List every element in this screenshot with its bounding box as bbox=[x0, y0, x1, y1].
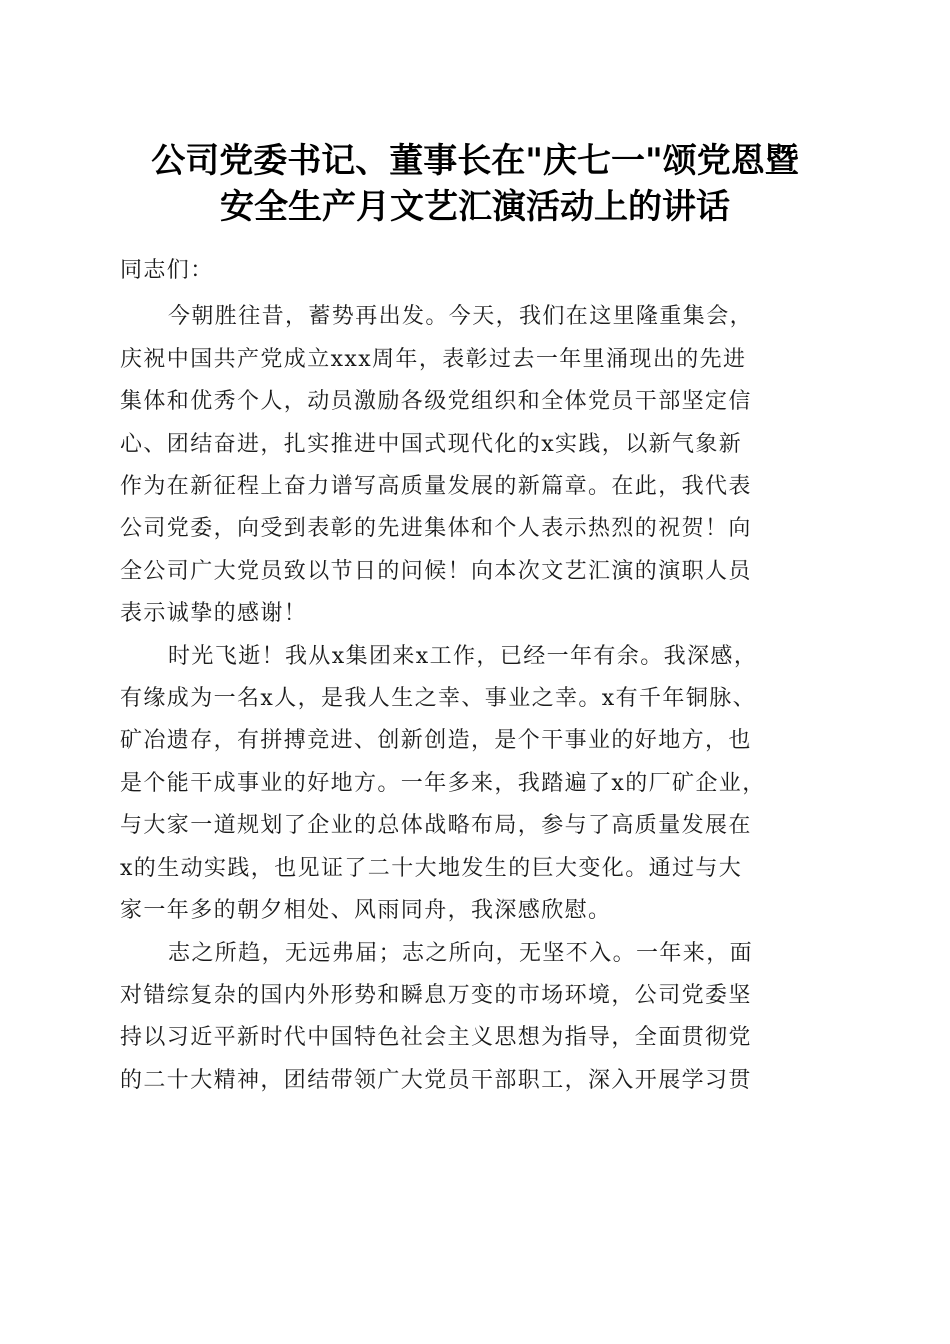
title-line-1: 公司党委书记、董事长在"庆七一"颂党恩暨 bbox=[151, 141, 799, 181]
paragraph-line: 家一年多的朝夕相处、风雨同舟，我深感欣慰。 bbox=[120, 898, 612, 924]
paragraph-line: 今朝胜往昔，蓄势再出发。今天，我们在这里隆重集会， bbox=[168, 304, 754, 330]
paragraph-line: 集体和优秀个人，动员激励各级党组织和全体党员干部坚定信 bbox=[120, 389, 752, 415]
paragraph-line: 心、团结奋进，扎实推进中国式现代化的x实践，以新气象新 bbox=[120, 431, 743, 457]
paragraph-2 bbox=[120, 636, 830, 933]
paragraph-1 bbox=[120, 296, 830, 635]
paragraph-line: 庆祝中国共产党成立xxx周年，表彰过去一年里涌现出的先进 bbox=[120, 346, 747, 372]
paragraph-line: 对错综复杂的国内外形势和瞬息万变的市场环境，公司党委坚 bbox=[120, 982, 752, 1008]
paragraph-line: 矿冶遗存，有拼搏竞进、创新创造，是个干事业的好地方，也 bbox=[120, 728, 752, 754]
document-body bbox=[120, 250, 830, 1102]
document-title bbox=[100, 138, 850, 230]
paragraph-line: 与大家一道规划了企业的总体战略布局，参与了高质量发展在 bbox=[120, 813, 752, 839]
paragraph-3 bbox=[120, 933, 830, 1103]
paragraph-line: 公司党委，向受到表彰的先进集体和个人表示热烈的祝贺！向 bbox=[120, 516, 752, 542]
paragraph-line: x的生动实践，也见证了二十大地发生的巨大变化。通过与大 bbox=[120, 855, 743, 881]
salutation: 同志们： bbox=[120, 258, 214, 283]
paragraph-line: 持以习近平新时代中国特色社会主义思想为指导，全面贯彻党 bbox=[120, 1025, 752, 1051]
paragraph-line: 表示诚挚的感谢！ bbox=[120, 601, 308, 627]
paragraph-line: 作为在新征程上奋力谱写高质量发展的新篇章。在此，我代表 bbox=[120, 474, 752, 500]
paragraph-line: 的二十大精神，团结带领广大党员干部职工，深入开展学习贯 bbox=[120, 1067, 752, 1093]
paragraph-line: 有缘成为一名x人，是我人生之幸、事业之幸。x有千年铜脉、 bbox=[120, 686, 757, 712]
paragraph-line: 全公司广大党员致以节日的问候！向本次文艺汇演的演职人员 bbox=[120, 558, 752, 584]
paragraph-line: 志之所趋，无远弗届；志之所向，无坚不入。一年来，面 bbox=[168, 940, 754, 966]
paragraph-line: 时光飞逝！我从x集团来x工作，已经一年有余。我深感， bbox=[168, 643, 758, 669]
paragraph-line: 是个能干成事业的好地方。一年多来，我踏遍了x的厂矿企业， bbox=[120, 770, 766, 796]
title-line-2: 安全生产月文艺汇演活动上的讲话 bbox=[220, 187, 730, 227]
